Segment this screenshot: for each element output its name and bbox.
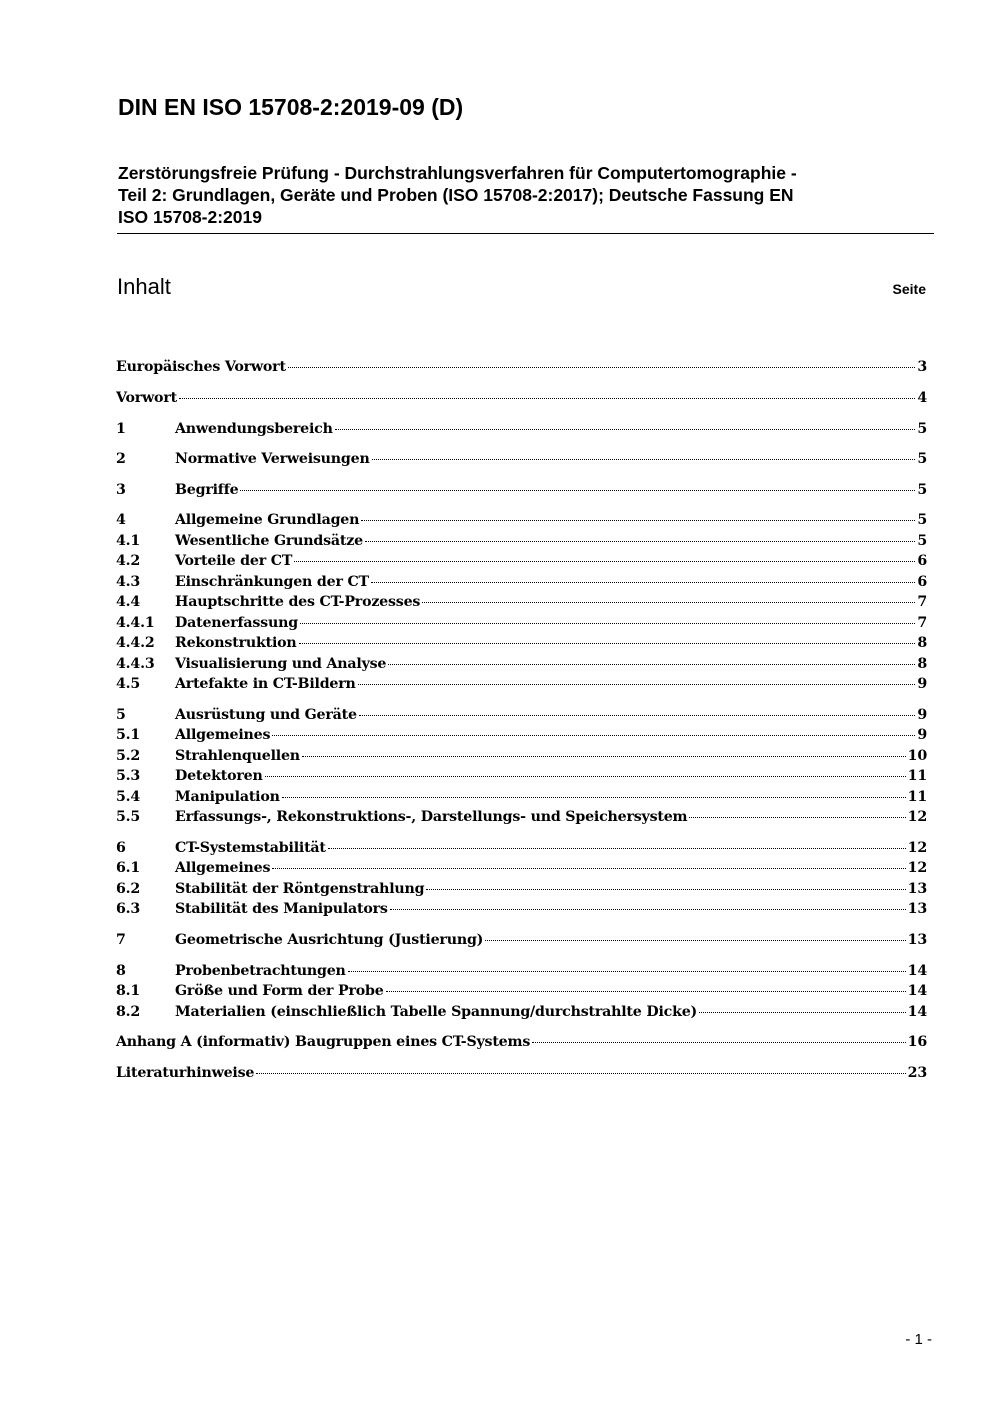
toc-entry-number: 4.4.2 <box>116 635 155 651</box>
toc-entry-page: 6 <box>917 574 927 590</box>
toc-dot-leader <box>302 756 906 757</box>
toc-entry-title: Allgemeines <box>175 727 271 743</box>
toc-entry[interactable] <box>116 727 927 749</box>
toc-entry-page: 13 <box>907 901 927 917</box>
toc-entry-title: Wesentliche Grundsätze <box>175 533 363 549</box>
toc-entry-number: 4.1 <box>116 533 141 549</box>
toc-entry[interactable] <box>116 451 927 473</box>
subtitle-line: Zerstörungsfreie Prüfung - Durchstrahlungsverfahren für Computertomographie - <box>118 163 797 183</box>
toc-entry-number: 7 <box>116 932 126 948</box>
toc-entry[interactable] <box>116 676 927 698</box>
toc-dot-leader <box>361 520 915 521</box>
toc-entry[interactable] <box>116 482 927 504</box>
toc-entry-page: 5 <box>917 533 927 549</box>
toc-entry-page: 5 <box>917 451 927 467</box>
toc-entry-title: CT-Systemstabilität <box>175 840 326 856</box>
toc-entry[interactable] <box>116 748 927 770</box>
toc-entry-title: Geometrische Ausrichtung (Justierung) <box>175 932 484 948</box>
toc-dot-leader <box>365 541 915 542</box>
toc-entry-title: Vorteile der CT <box>175 553 293 569</box>
toc-entry-title: Detektoren <box>175 768 263 784</box>
toc-entry[interactable] <box>116 1065 927 1087</box>
toc-entry-page: 8 <box>917 635 927 651</box>
toc-entry-page: 12 <box>907 809 927 825</box>
toc-dot-leader <box>689 817 905 818</box>
toc-dot-leader <box>386 991 906 992</box>
toc-entry-page: 14 <box>907 963 927 979</box>
toc-page-label: Seite <box>892 281 926 297</box>
toc-entry-title: Ausrüstung und Geräte <box>175 707 357 723</box>
toc-entry-number: 4.4.1 <box>116 615 155 631</box>
toc-entry-title: Artefakte in CT-Bildern <box>175 676 356 692</box>
toc-dot-leader <box>372 459 916 460</box>
toc-entry-title: Erfassungs-, Rekonstruktions-, Darstellungs- und Speichersystem <box>175 809 688 825</box>
toc-entry-title: Strahlenquellen <box>175 748 300 764</box>
toc-entry-number: 2 <box>116 451 126 467</box>
toc-entry[interactable] <box>116 390 927 412</box>
toc-entry-title: Vorwort <box>116 390 177 406</box>
toc-entry-number: 6 <box>116 840 126 856</box>
toc-entry-title: Manipulation <box>175 789 280 805</box>
subtitle-line: ISO 15708-2:2019 <box>118 207 262 227</box>
toc-entry[interactable] <box>116 983 927 1005</box>
toc-entry-page: 7 <box>917 615 927 631</box>
toc-entry-number: 8.1 <box>116 983 141 999</box>
toc-entry[interactable] <box>116 789 927 811</box>
toc-dot-leader <box>390 909 906 910</box>
toc-entry[interactable] <box>116 594 927 616</box>
toc-entry-number: 4.5 <box>116 676 141 692</box>
toc-dot-leader <box>179 398 915 399</box>
toc-entry-page: 10 <box>907 748 927 764</box>
toc-entry-page: 6 <box>917 553 927 569</box>
toc-entry-number: 1 <box>116 421 126 437</box>
toc-entry-title: Europäisches Vorwort <box>116 359 286 375</box>
toc-entry-page: 5 <box>917 482 927 498</box>
toc-entry-number: 5 <box>116 707 126 723</box>
toc-entry-number: 4.4 <box>116 594 141 610</box>
toc-entry-page: 8 <box>917 656 927 672</box>
toc-entry[interactable] <box>116 574 927 596</box>
toc-entry-number: 4.4.3 <box>116 656 155 672</box>
toc-dot-leader <box>335 429 916 430</box>
toc-entry-title: Einschränkungen der CT <box>175 574 369 590</box>
toc-entry[interactable] <box>116 881 927 903</box>
toc-dot-leader <box>358 684 916 685</box>
toc-entry-number: 5.5 <box>116 809 141 825</box>
toc-entry-number: 6.1 <box>116 860 141 876</box>
toc-entry[interactable] <box>116 768 927 790</box>
page-number: - 1 - <box>905 1331 932 1348</box>
toc-entry-page: 4 <box>917 390 927 406</box>
toc-entry-page: 12 <box>907 840 927 856</box>
toc-entry-title: Begriffe <box>175 482 239 498</box>
toc-dot-leader <box>294 561 915 562</box>
toc-entry-page: 5 <box>917 512 927 528</box>
toc-entry[interactable] <box>116 932 927 954</box>
document-subtitle <box>118 162 918 228</box>
toc-entry-title: Hauptschritte des CT-Prozesses <box>175 594 421 610</box>
toc-entry[interactable] <box>116 860 927 882</box>
toc-entry-page: 13 <box>907 932 927 948</box>
toc-entry[interactable] <box>116 1034 927 1056</box>
toc-dot-leader <box>388 664 915 665</box>
toc-entry-page: 14 <box>907 1004 927 1020</box>
toc-entry-page: 13 <box>907 881 927 897</box>
toc-entry-title: Größe und Form der Probe <box>175 983 384 999</box>
toc-dot-leader <box>485 940 905 941</box>
toc-entry[interactable] <box>116 359 927 381</box>
toc-dot-leader <box>272 735 915 736</box>
toc-entry-title: Normative Verweisungen <box>175 451 370 467</box>
toc-entry-title: Materialien (einschließlich Tabelle Spannung/durchstrahlte Dicke) <box>175 1004 698 1020</box>
toc-entry-title: Literaturhinweise <box>116 1065 255 1081</box>
toc-dot-leader <box>348 971 906 972</box>
toc-entry-title: Anhang A (informativ) Baugruppen eines CT-Systems <box>116 1034 531 1050</box>
toc-dot-leader <box>422 602 915 603</box>
toc-entry-title: Allgemeine Grundlagen <box>175 512 360 528</box>
toc-entry[interactable] <box>116 421 927 443</box>
toc-entry[interactable] <box>116 963 927 985</box>
toc-dot-leader <box>256 1073 905 1074</box>
document-title: DIN EN ISO 15708-2:2019-09 (D) <box>118 94 464 120</box>
toc-entry-page: 14 <box>907 983 927 999</box>
toc-entry-page: 16 <box>907 1034 927 1050</box>
toc-entry-page: 11 <box>907 768 927 784</box>
toc-entry-title: Rekonstruktion <box>175 635 297 651</box>
toc-entry-number: 3 <box>116 482 126 498</box>
toc-entry-page: 5 <box>917 421 927 437</box>
toc-dot-leader <box>288 367 916 368</box>
toc-entry[interactable] <box>116 901 927 923</box>
toc-entry[interactable] <box>116 512 927 534</box>
toc-entry-title: Visualisierung und Analyse <box>175 656 387 672</box>
toc-entry-page: 23 <box>907 1065 927 1081</box>
toc-entry-page: 11 <box>907 789 927 805</box>
toc-entry[interactable] <box>116 635 927 657</box>
toc-dot-leader <box>272 868 905 869</box>
toc-entry-number: 5.4 <box>116 789 141 805</box>
toc-entry-number: 4.3 <box>116 574 141 590</box>
subtitle-line: Teil 2: Grundlagen, Geräte und Proben (ISO 15708-2:2017); Deutsche Fassung EN <box>118 185 794 205</box>
toc-dot-leader <box>699 1012 906 1013</box>
toc-entry-title: Probenbetrachtungen <box>175 963 346 979</box>
toc-entry-number: 6.2 <box>116 881 141 897</box>
toc-dot-leader <box>328 848 906 849</box>
toc-dot-leader <box>282 797 906 798</box>
toc-entry-title: Allgemeines <box>175 860 271 876</box>
toc-entry-number: 4.2 <box>116 553 141 569</box>
toc-entry-page: 3 <box>917 359 927 375</box>
toc-entry-page: 12 <box>907 860 927 876</box>
toc-entry[interactable] <box>116 656 927 678</box>
toc-entry-number: 8.2 <box>116 1004 141 1020</box>
toc-entry[interactable] <box>116 809 927 831</box>
toc-entry-number: 6.3 <box>116 901 141 917</box>
toc-entry-page: 9 <box>917 727 927 743</box>
toc-entry-number: 5.2 <box>116 748 141 764</box>
toc-entry-page: 7 <box>917 594 927 610</box>
toc-entry[interactable] <box>116 840 927 862</box>
toc-dot-leader <box>265 776 906 777</box>
toc-entry-page: 9 <box>917 707 927 723</box>
toc-entry-title: Stabilität der Röntgenstrahlung <box>175 881 425 897</box>
toc-dot-leader <box>300 623 915 624</box>
toc-heading: Inhalt <box>117 274 171 299</box>
toc-entry-number: 5.3 <box>116 768 141 784</box>
toc-entry-page: 9 <box>917 676 927 692</box>
toc-entry[interactable] <box>116 533 927 555</box>
toc-dot-leader <box>371 582 915 583</box>
toc-dot-leader <box>532 1042 906 1043</box>
toc-entry-number: 8 <box>116 963 126 979</box>
toc-entry[interactable] <box>116 707 927 729</box>
toc-entry-number: 4 <box>116 512 126 528</box>
toc-entry-title: Anwendungsbereich <box>175 421 333 437</box>
toc-entry[interactable] <box>116 1004 927 1026</box>
toc-entry-title: Stabilität des Manipulators <box>175 901 388 917</box>
title-divider <box>117 233 934 234</box>
toc-entry-number: 5.1 <box>116 727 141 743</box>
toc-entry[interactable] <box>116 615 927 637</box>
toc-entry-title: Datenerfassung <box>175 615 298 631</box>
toc-dot-leader <box>299 643 916 644</box>
toc-dot-leader <box>359 715 916 716</box>
toc-dot-leader <box>240 490 915 491</box>
toc-entry[interactable] <box>116 553 927 575</box>
toc-dot-leader <box>426 889 905 890</box>
